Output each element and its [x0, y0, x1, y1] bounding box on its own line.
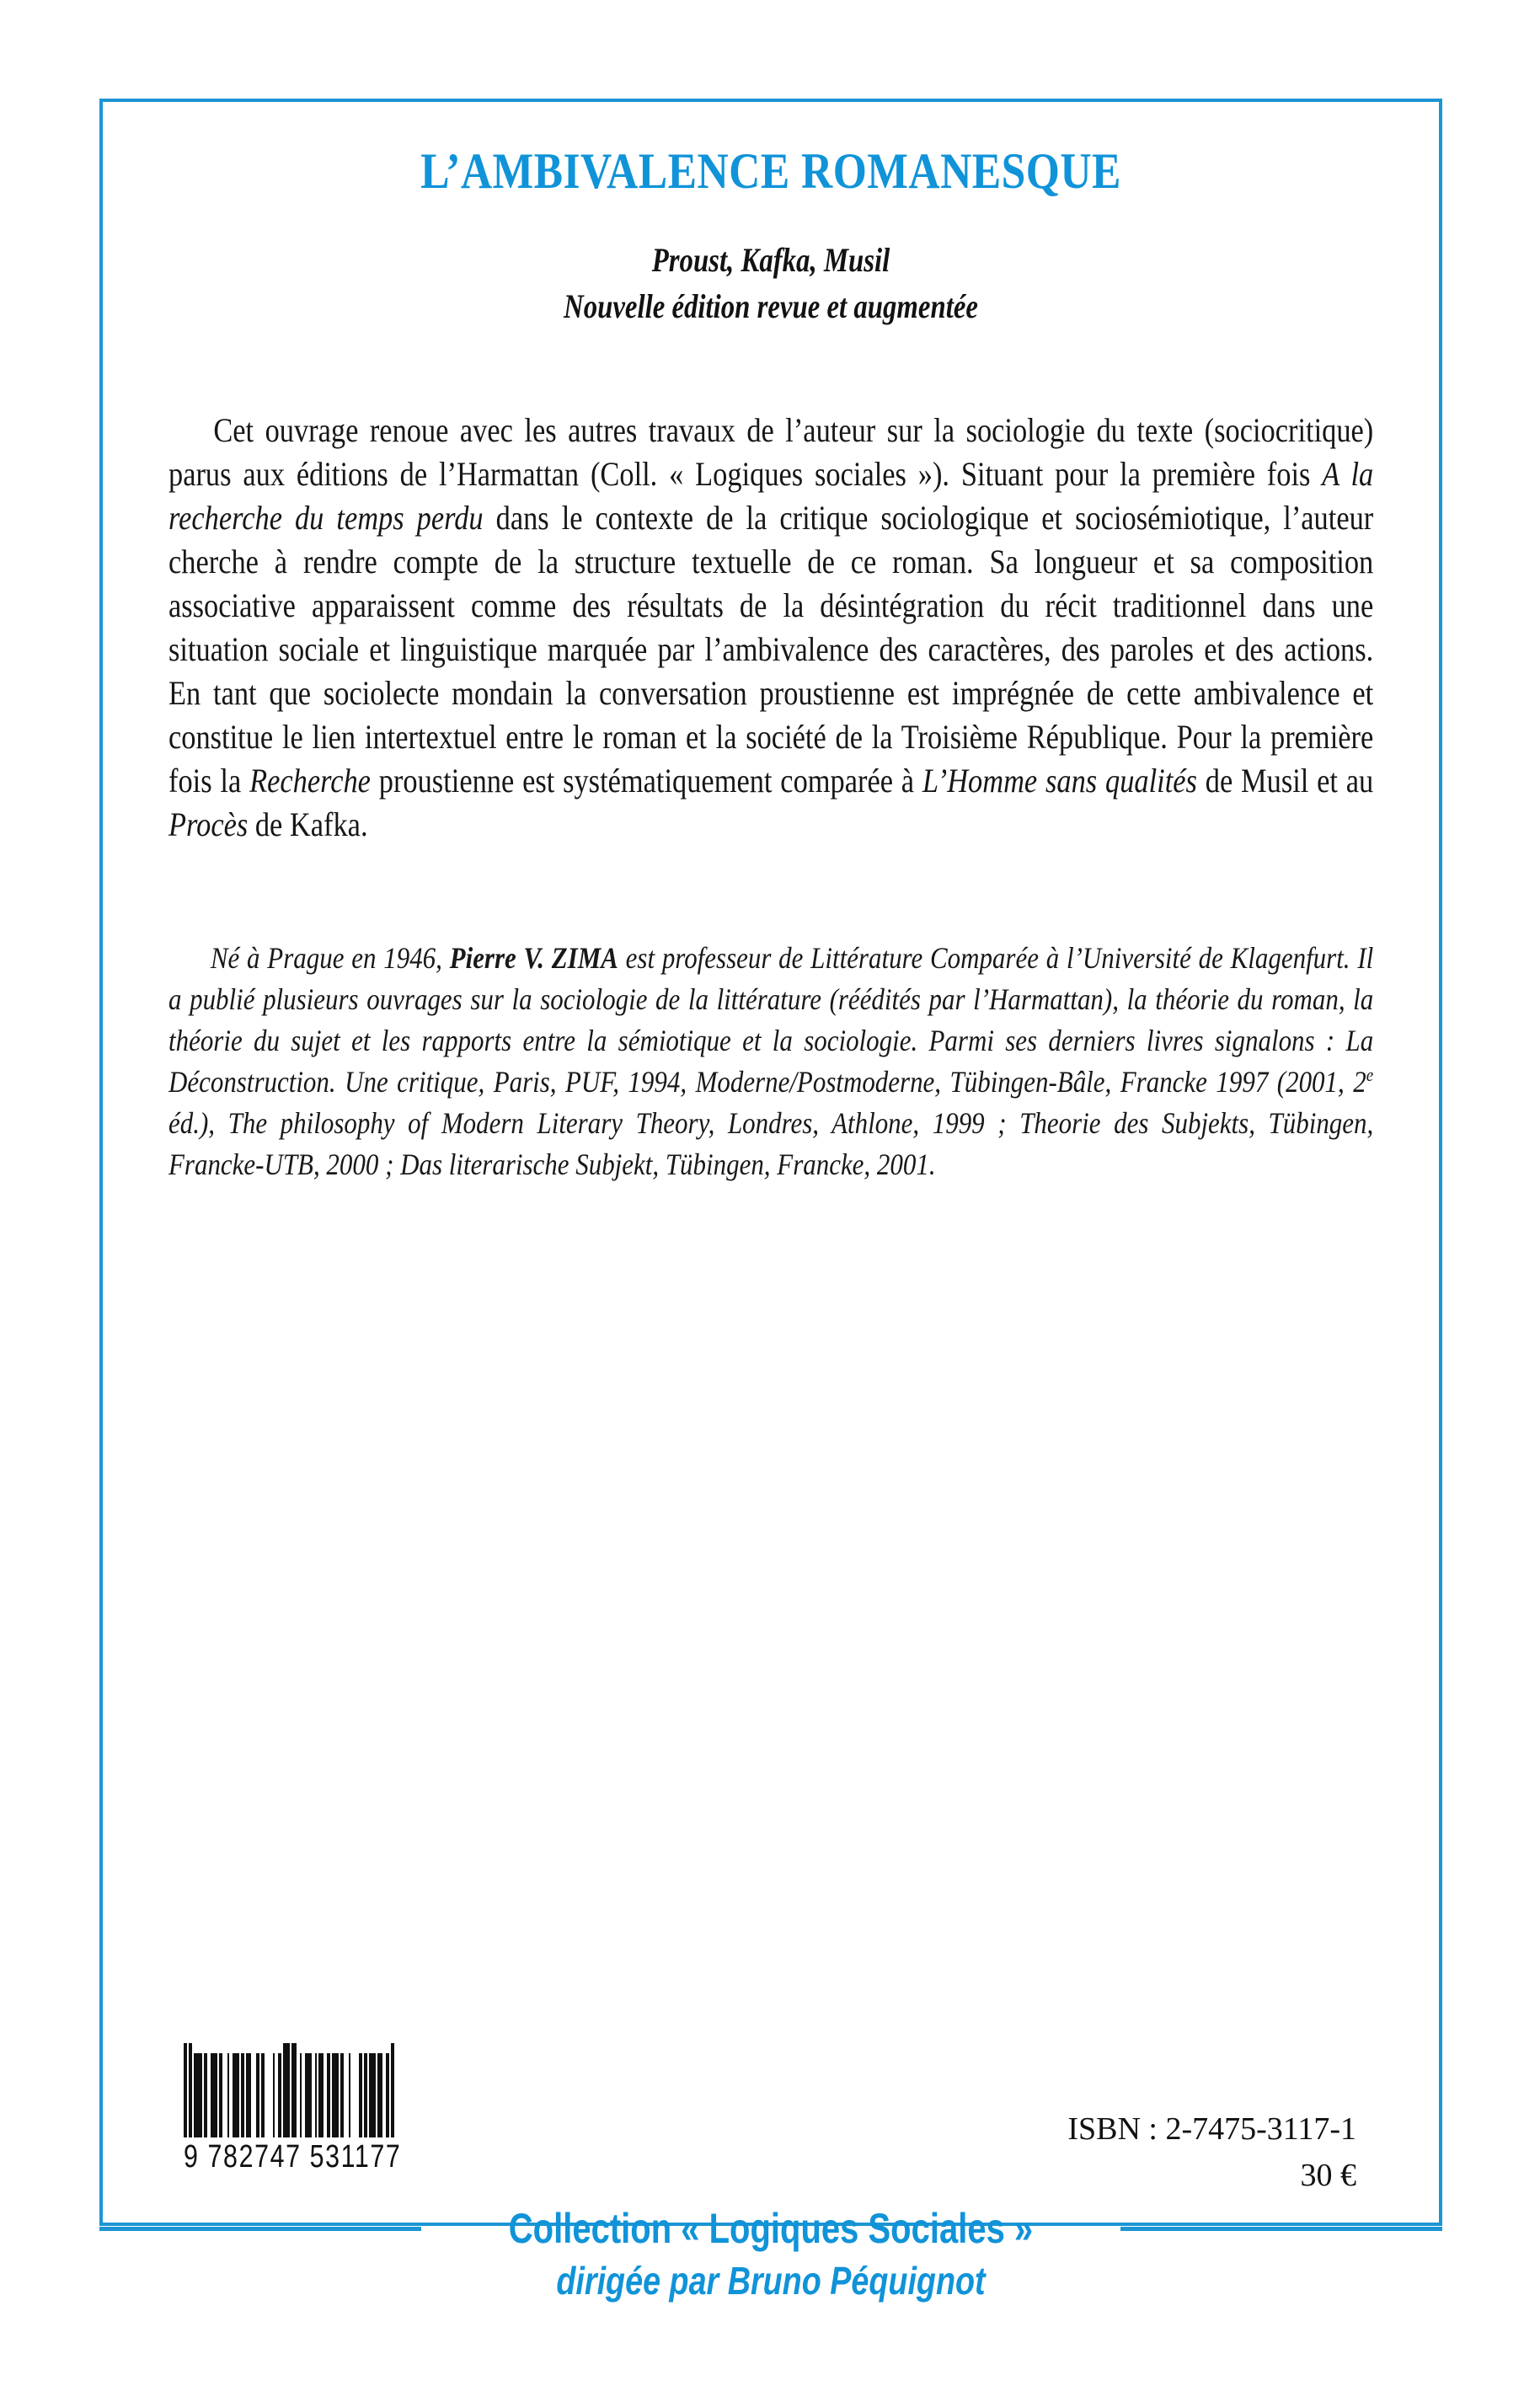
price-label: 30 € — [1300, 2158, 1356, 2194]
page-title: L’AMBIVALENCE ROMANESQUE — [420, 143, 1121, 199]
collection-title: Collection « Logiques Sociales » — [508, 2205, 1034, 2252]
collection-footer — [99, 2205, 1442, 2303]
barcode-bars — [184, 2043, 487, 2137]
blurb-paragraph: Cet ouvrage renoue avec les autres travaux de l’auteur sur la sociologie du texte (sociocritique) parus aux éditions de l’Harmattan (Coll. « Logiques sociales »). Situant pour la première fois A la recherche du temps perdu dans le contexte de la critique sociologique et sociosémiotique, l’auteur cherche à rendre compte de la structure textuelle de ce roman. Sa longueur et sa composition associative apparaissent comme des résultats de la désintégration du récit traditionnel dans une situation sociale et linguistique marquée par l’ambivalence des caractères, des paroles et des actions. En tant que sociolecte mondain la conversation proustienne est imprégnée de cette ambivalence et constitue le lien intertextuel entre le roman et la société de la Troisième République. Pour la première fois la Recherche proustienne est systématiquement comparée à L’Homme sans qualités de Musil et au Procès de Kafka. — [168, 411, 1374, 844]
barcode-digits: 9 782747 531177 — [184, 2139, 402, 2175]
footer-rule-right — [1120, 2227, 1442, 2231]
collection-director: dirigée par Bruno Péquignot — [556, 2259, 986, 2303]
subtitle-authors: Proust, Kafka, Musil — [651, 241, 890, 279]
isbn-number: ISBN : 2-7475-3117-1 — [1067, 2111, 1356, 2147]
isbn-price-block — [868, 2106, 1356, 2199]
back-cover-content — [168, 126, 1373, 1185]
title-block — [168, 126, 1373, 328]
collection-title-row — [99, 2207, 1442, 2250]
subtitle-edition: Nouvelle édition revue et augmentée — [564, 287, 978, 326]
footer-rule-left — [99, 2227, 421, 2231]
barcode — [184, 2043, 487, 2175]
author-bio-paragraph: Né à Prague en 1946, Pierre V. ZIMA est professeur de Littérature Comparée à l’Université de Klagenfurt. Il a publié plusieurs ouvrages sur la sociologie de la littérature (réédités par l’Harmattan), la théorie du roman, la théorie du sujet et les rapports entre la sémiotique et la sociologie. Parmi ses derniers livres signalons : La Déconstruction. Une critique, Paris, PUF, 1994, Moderne/Postmoderne, Tübingen-Bâle, Francke 1997 (2001, 2e éd.), The philosophy of Modern Literary Theory, Londres, Athlone, 1999 ; Theorie des Subjekts, Tübingen, Francke-UTB, 2000 ; Das literarische Subjekt, Tübingen, Francke, 2001. — [168, 941, 1374, 1182]
